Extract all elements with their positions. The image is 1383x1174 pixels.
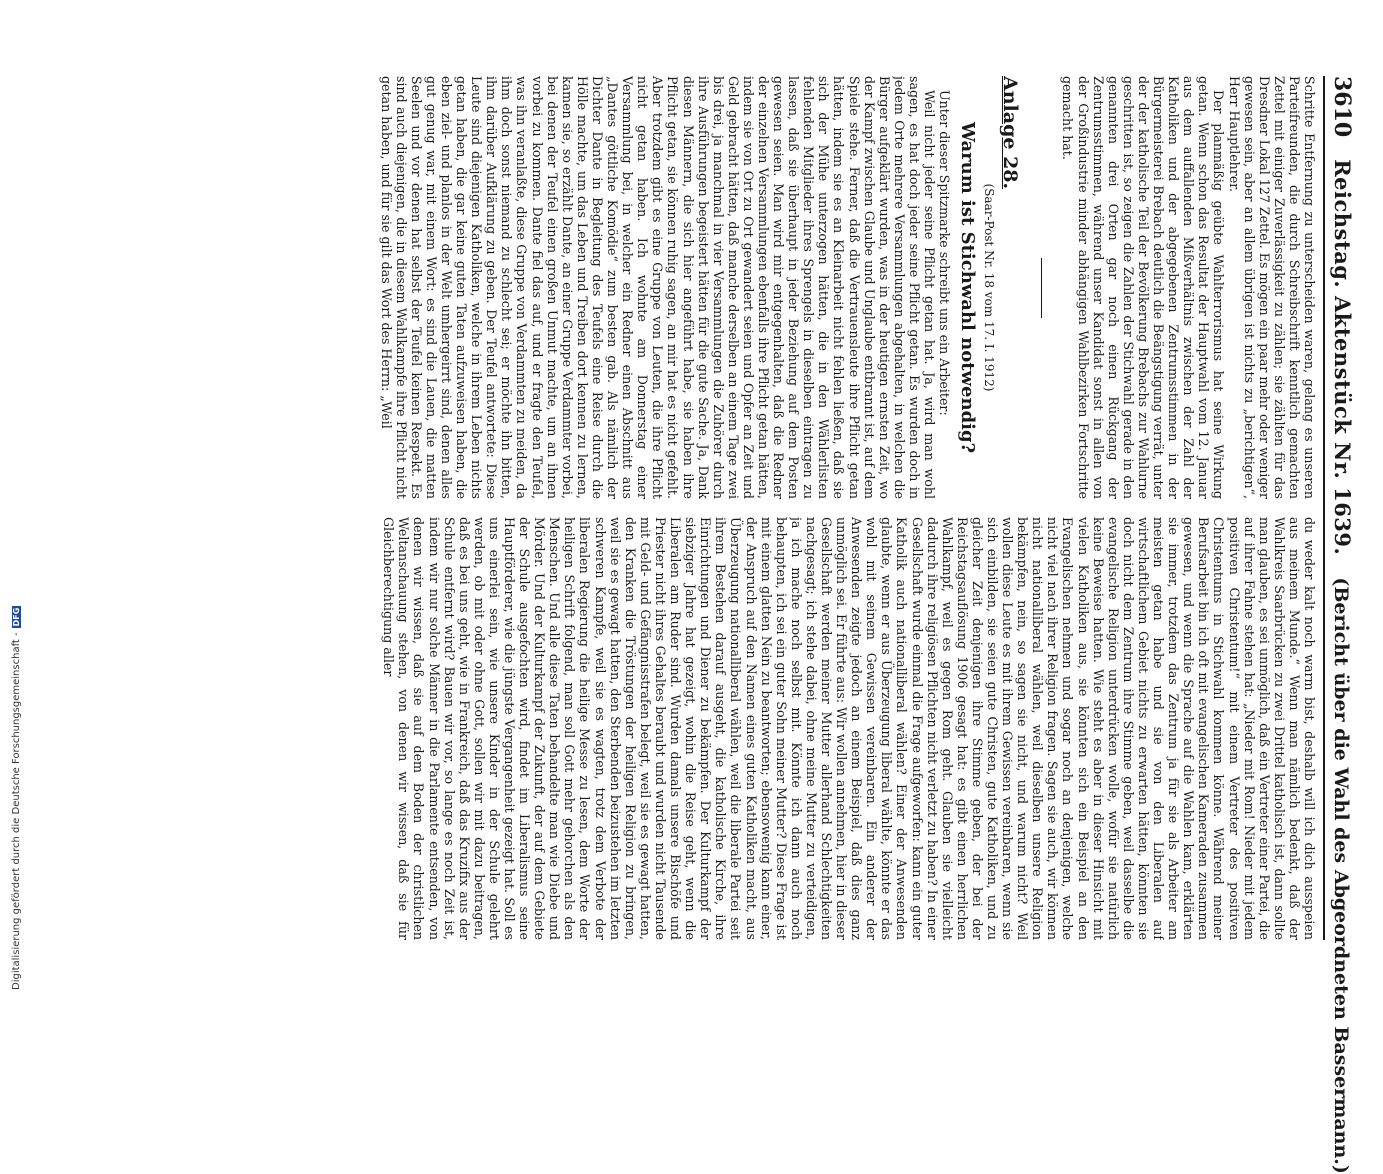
page-subtitle: (Bericht über die Wahl des Abgeordneten Bassermann.): [1330, 577, 1352, 1174]
section-divider: [1041, 258, 1042, 318]
article-title: Warum ist Stichwahl notwendig?: [957, 121, 979, 454]
intro-paragraph-1: Schritte Entfernung zu unterscheiden waren, gelang es unseren Parteifreunden, die durch Schreibschrift kenntlich gemachten Zettel mit einiger Zuverlässigkeit zu zählen; sie zählten für das Dresdner Lokal 127 Zettel. Es mögen ein paar mehr oder weniger gewesen sein, aber an allem übrigen ist nichts zu „berichtigen“, Herr Hauptlehrer.: [1226, 76, 1317, 499]
annex-source: (Saar-Post Nr. 18 vom 17. I. 1912): [982, 183, 997, 392]
right-paragraph-1: du weder kalt noch warm bist, deshalb will ich dich ausspeien aus meinem Munde.“ Wenn man nämlich bedenkt, daß der Wahlkreis Saarbrücken zu zwei Drittel katholisch ist, dann sollte man glauben, es sei unmöglich, daß ein Vertreter einer Partei, die auf ihrer Fahne stehen hat: „Nieder mit Rom! Nieder mit jedem positiven Christentum!“ mit einem Vertreter des positiven Christentums in Stichwahl kommen könne. Während meiner Berufsarbeit bin ich oft mit evangelischen Kameraden zusammen gewesen, und wenn die Sprache auf die Wahlen kam, erklärten sie immer, trotzdem das Zentrum ja für sie als Arbeiter am meisten getan habe und sie von den Liberalen auf wirtschaftlichem Gebiet nichts zu erwarten hätten, könnten sie doch nicht dem Zentrum ihre Stimme geben, weil dasselbe die evangelische Religion unterdrücken wolle, wofür sie natürlich keine Beweise hatten. Wie steht es aber in dieser Hinsicht mit vielen Katholiken aus, sie könnten sich ein Beispiel an den Evangelischen nehmen und sogar noch an denjenigen, welche nicht viel nach ihrer Religion fragen. Sagen sie auch, wir können nicht nationalliberal wählen, weil dieselben unsere Religion bekämpfen, nein, so sagen sie nicht, und warum nicht? Weil wollen diese Leute es mit ihrem Gewissen vereinbaren, wenn sie sich einbilden, sie seien gute Christen, gute Katholiken, und zu gleicher Zeit denjenigen ihre Stimme geben, der bei der Reichstagsauflösung 1906 gesagt hat: es gibt einen herrlichen Wahlkampf, weil es gegen Rom geht. Glauben sie vielleicht dadurch ihre religiösen Pflichten nicht verletzt zu haben? In einer Gesellschaft wurde einmal die Frage aufgeworfen: kann ein guter Katholik auch nationalliberal wählen? Einer der Anwesenden glaubte, wenn er aus Überzeugung liberal wählte, könnte er das wohl mit seinem Gewissen vereinbaren. Ein anderer der Anwesenden zeigte jedoch an einem Beispiel, daß dies ganz unmöglich sei. Er führte aus: Wir wollen annehmen, hier in dieser Gesellschaft werden meiner Mutter allerhand Schlechtigkeiten nachgesagt; ich stehe dabei, ohne meine Mutter zu verteidigen, ja ich mache noch selbst mit. Könnte ich dann auch noch behaupten, ich sei ein guter Sohn meiner Mutter? Diese Frage ist mit einem glatten Nein zu beantworten; ebensowenig kann einer, der Anspruch auf den Namen eines guten Katholiken macht, aus Überzeugung nationalliberal wählen, weil die liberale Partei seit ihrem Bestehen darauf ausgeht, die katholische Kirche, ihre Einrichtungen und Diener zu bekämpfen. Der Kulturkampf der siebziger Jahre hat gezeigt, wohin die Reise geht, wenn die Liberalen am Ruder sind. Wurden damals unsere Bischöfe und Priester nicht ihres Gehaltes beraubt und wurden nicht Tausende mit Geld- und Gefängnisstrafen belegt, weil sie es gewagt hatten, den Kranken die Tröstungen der heiligen Religion zu bringen, weil sie es gewagt hatten, den Sterbenden beizustehen im letzten schweren Kampfe, weil sie es wagten, trotz dem Verbote der liberalen Regierung die heilige Messe zu lesen, dem Worte der heiligen Schrift folgend, man soll Gott mehr gehorchen als den Menschen. Und alle diese Taten behandelte man wie Diebe und Mörder. Und der Kulturkampf der Zukunft, der auf dem Gebiete der Schule ausgefochten wird, findet im Liberalismus seine Hauptförderer, wie die jüngste Vergangenheit gezeigt hat. Soll es uns einerlei sein, wie unsere Kinder in der Schule gelehrt werden, ob mit oder ohne Gott, sollen wir mit dazu beitragen, daß es bei uns geht, wie in Frankreich, daß das Kruzifix aus der Schule entfernt wird? Bauen wir vor, so lange es noch Zeit ist, indem wir nur solche Männer in die Parlamente entsenden, von denen wir wissen, daß sie auf dem Boden der christlichen Weltanschauung stehen, von denen wir wissen, daß sie für Gleichberechtigung aller: [381, 517, 1317, 940]
annex-heading: Anlage 28.: [999, 76, 1022, 190]
dfg-logo: DFG: [12, 607, 21, 627]
credit-text: Digitalisierung gefördert durch die Deutsche Forschungsgemeinschaft -: [11, 632, 22, 990]
left-column: [27, 76, 1317, 499]
text-columns: [27, 76, 1317, 940]
article-paragraph-1: Unter dieser Spitzmarke schreibt uns ein Arbeiter:: [937, 90, 953, 416]
digitization-credit: [10, 0, 24, 990]
page-title: Reichstag. Aktenstück Nr. 1639.: [1330, 159, 1355, 556]
page-number: 3610: [1329, 76, 1355, 138]
article-paragraph-2: Weil nicht jeder seine Pflicht getan hat. Ja, wird man wohl sagen, es hat doch jeder seine Pflicht getan. Es wurden doch in jedem Orte mehrere Versammlungen abgehalten, in welchen die Bürger aufgeklärt wurden, was in der heutigen ernsten Zeit, wo der Kampf zwischen Glaube und Unglaube entbrannt ist, auf dem Spiele stehe. Ferner, daß die Vertrauensleute ihre Pflicht getan hätten, indem sie es an Kleinarbeit nicht fehlen ließen, daß sie sich der Mühe unterzogen hätten, die in den Wählerlisten fehlenden Mitglieder ihres Sprengels in dieselben eintragen zu lassen, daß sie überhaupt in jeder Beziehung auf dem Posten gewesen seien. Man wird mir entgegenhalten, daß die Redner der einzelnen Versammlungen ebenfalls ihre Pflicht getan hätten, indem sie von Ort zu Ort gewandert seien und Opfer an Zeit und Geld gebracht hätten, daß manche derselben an einem Tage zwei bis drei, ja manchmal in vier Versammlungen die Zuhörer durch ihre Ausführungen begeistert hätten für die gute Sache. Ja, Dank diesen Männern, die sich hier angeführt habe, sie haben ihre Pflicht getan, sie können ruhig sagen, an mir hat es nicht gefehlt. Aber trotzdem gibt es eine Gruppe von Leuten, die ihre Pflicht nicht getan haben. Ich wohnte am Donnerstag einer Versammlung bei, in welcher ein Redner einen Abschnitt aus „Dantes göttliche Komödie“ zum besten gab. Als nämlich der Dichter Dante in Begleitung des Teufels eine Reise durch die Hölle machte, um das Leben und Treiben dort kennen zu lernen, kamen sie, so erzählt Dante, an einer Gruppe Verdammter vorbei, bei denen der Teufel einen großen Unmut machte, um an ihnen vorbei zu kommen. Dante fiel das auf, und er fragte den Teufel, was ihn veranlaßte, diese Gruppe von Verdammten zu meiden, da ihm doch sonst niemand zu schlecht sei; er möchte ihn bitten, ihm darüber Aufklärung zu geben. Der Teufel antwortete: Diese Leute sind diejenigen Katholiken, welche in ihrem Leben nichts getan haben, die gar keine guten Taten aufzuweisen haben, die eben ziel- und planlos in der Welt umhergeirrt sind, denen alles gut genug war, mit einem Wort: es sind die Lauen, die matten Seelen und vor denen hat selbst der Teufel keinen Respekt. Es sind auch diejenigen, die in diesem Wahlkampfe ihre Pflicht nicht getan haben, und für sie gilt das Wort des Herrn: „Weil: [378, 76, 938, 499]
page-header: [1323, 76, 1355, 1174]
intro-paragraph-2: Der planmäßig geübte Wahlterrorismus hat seine Wirkung getan. Wenn schon das Resultat der Hauptwahl vom 12. Januar aus dem auffallenden Mißverhältnis zwischen der Zahl der Katholiken und der abgegebenen Zentrumsstimmen in der Bürgermeisterei Brebach deutlich die Beängstigung verrät, unter der der katholische Teil der Bevölkerung Brebachs zur Wahlurne geschritten ist, so zeigen die Zahlen der Stichwahl gerade in den genannten drei Orten gar noch einen Rückgang der Zentrumsstimmen, während unser Kandidat sonst in allen von der Großindustrie minder abhängigen Wahlbezirken Fortschritte gemacht hat.: [1060, 76, 1227, 499]
right-column: [27, 517, 1317, 940]
